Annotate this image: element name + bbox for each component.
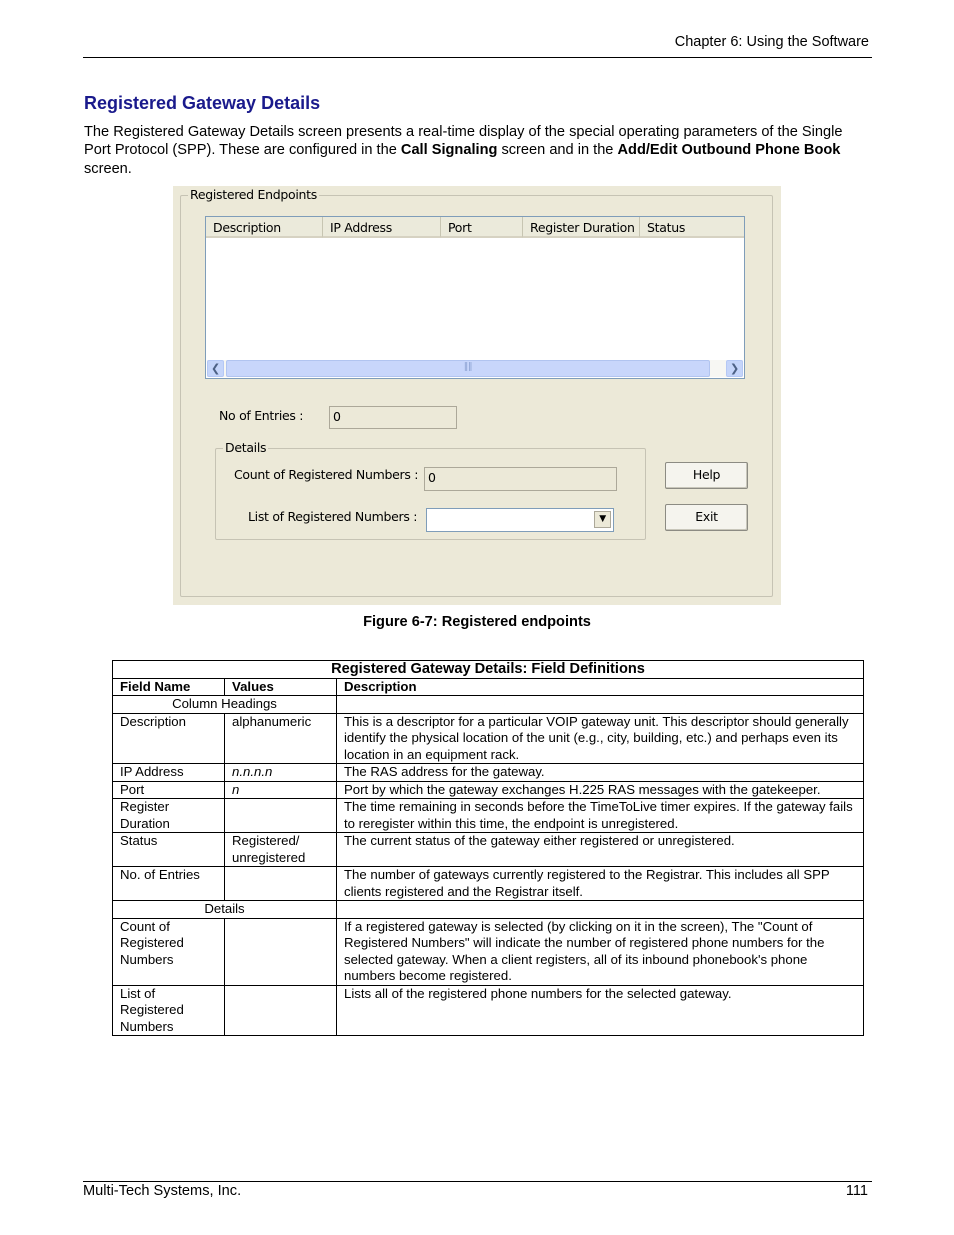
horizontal-scrollbar[interactable] bbox=[207, 360, 743, 377]
header-values: Values bbox=[225, 678, 337, 696]
scroll-left-icon[interactable]: ❮ bbox=[207, 360, 224, 377]
row-value bbox=[225, 764, 337, 782]
table-row bbox=[113, 918, 864, 985]
chevron-down-icon[interactable]: ▼ bbox=[594, 511, 611, 528]
table-row bbox=[113, 713, 864, 764]
column-header-port[interactable]: Port bbox=[441, 217, 523, 238]
group-details: Details bbox=[113, 901, 337, 919]
intro-text-1: The Registered Gateway Details screen presents a real-time display of the special operating parameters of the Single Port Protocol (SPP). These are configured in the bbox=[84, 124, 843, 159]
list-registered-combo[interactable] bbox=[426, 508, 614, 532]
row-description: This is a descriptor for a particular VOIP gateway unit. This descriptor should generally identify the physical location of the unit (e.g., city, building, etc.) and perhaps even its location in an equipment rack. bbox=[337, 713, 864, 764]
row-value bbox=[225, 867, 337, 901]
intro-paragraph bbox=[84, 123, 864, 178]
intro-bold-phone-book: Add/Edit Outbound Phone Book bbox=[617, 142, 841, 159]
row-field-name: Port bbox=[113, 781, 225, 799]
row-field-name: Count of Registered Numbers bbox=[113, 918, 225, 985]
scroll-thumb[interactable]: ‖‖ bbox=[226, 360, 710, 377]
row-value: Registered/ unregistered bbox=[225, 833, 337, 867]
no-of-entries-field: 0 bbox=[329, 406, 457, 429]
count-registered-label: Count of Registered Numbers : bbox=[234, 467, 419, 482]
field-definitions-table bbox=[112, 660, 864, 1036]
registered-endpoints-label: Registered Endpoints bbox=[190, 187, 317, 202]
help-button[interactable]: Help bbox=[665, 462, 748, 489]
table-title: Registered Gateway Details: Field Definitions bbox=[113, 661, 864, 679]
row-description: The RAS address for the gateway. bbox=[337, 764, 864, 782]
table-row bbox=[113, 867, 864, 901]
footer-company: Multi-Tech Systems, Inc. bbox=[83, 1183, 242, 1199]
section-title: Registered Gateway Details bbox=[84, 93, 321, 113]
table-row bbox=[113, 833, 864, 867]
exit-button[interactable]: Exit bbox=[665, 504, 748, 531]
header-rule bbox=[83, 57, 872, 58]
intro-text-3: screen. bbox=[84, 160, 132, 177]
table-row bbox=[113, 781, 864, 799]
group-column-headings: Column Headings bbox=[113, 696, 337, 714]
page-number: 111 bbox=[845, 1183, 868, 1199]
column-header-register-duration[interactable]: Register Duration bbox=[523, 217, 640, 238]
row-field-name: Status bbox=[113, 833, 225, 867]
intro-bold-call-signaling: Call Signaling bbox=[400, 142, 498, 159]
row-description: The number of gateways currently registered to the Registrar. This includes all SPP clients registered and the Registrar itself. bbox=[337, 867, 864, 901]
row-value bbox=[225, 918, 337, 985]
row-description: Lists all of the registered phone numbers for the selected gateway. bbox=[337, 985, 864, 1036]
list-registered-label: List of Registered Numbers : bbox=[248, 509, 418, 524]
details-label: Details bbox=[225, 440, 267, 455]
no-of-entries-label: No of Entries : bbox=[219, 408, 304, 423]
row-field-name: Description bbox=[113, 713, 225, 764]
row-value bbox=[225, 985, 337, 1036]
header-description: Description bbox=[337, 678, 864, 696]
row-value bbox=[225, 799, 337, 833]
intro-text-2: screen and in the bbox=[497, 142, 618, 159]
column-header-status[interactable]: Status bbox=[640, 217, 744, 238]
table-row bbox=[113, 799, 864, 833]
row-description: The current status of the gateway either registered or unregistered. bbox=[337, 833, 864, 867]
row-field-name: IP Address bbox=[113, 764, 225, 782]
row-value bbox=[225, 781, 337, 799]
row-description: If a registered gateway is selected (by clicking on it in the screen), The "Count of Registered Numbers" will indicate the number of registered phone numbers for the selected gateway. When a client registers, all of its inbound phonebook's phone numbers become registered. bbox=[337, 918, 864, 985]
row-value-italic: n.n.n.n bbox=[232, 764, 273, 779]
chapter-header: Chapter 6: Using the Software bbox=[674, 34, 869, 50]
endpoints-list-view[interactable] bbox=[205, 216, 745, 379]
row-value: alphanumeric bbox=[225, 713, 337, 764]
row-field-name: No. of Entries bbox=[113, 867, 225, 901]
column-header-description[interactable]: Description bbox=[206, 217, 323, 238]
row-description: Port by which the gateway exchanges H.225 RAS messages with the gatekeeper. bbox=[337, 781, 864, 799]
row-value-italic: n bbox=[232, 781, 240, 797]
column-header-ip-address[interactable]: IP Address bbox=[323, 217, 441, 238]
table-row bbox=[113, 985, 864, 1036]
row-description: The time remaining in seconds before the TimeToLive timer expires. If the gateway fails to reregister within this time, the endpoint is unregistered. bbox=[337, 799, 864, 833]
footer-rule bbox=[83, 1181, 872, 1182]
figure-caption: Figure 6-7: Registered endpoints bbox=[363, 614, 591, 630]
count-registered-field: 0 bbox=[424, 467, 617, 491]
row-field-name: List of Registered Numbers bbox=[113, 985, 225, 1036]
scroll-right-icon[interactable]: ❯ bbox=[726, 360, 743, 377]
header-field-name: Field Name bbox=[113, 678, 225, 696]
row-field-name: Register Duration bbox=[113, 799, 225, 833]
table-row bbox=[113, 764, 864, 782]
